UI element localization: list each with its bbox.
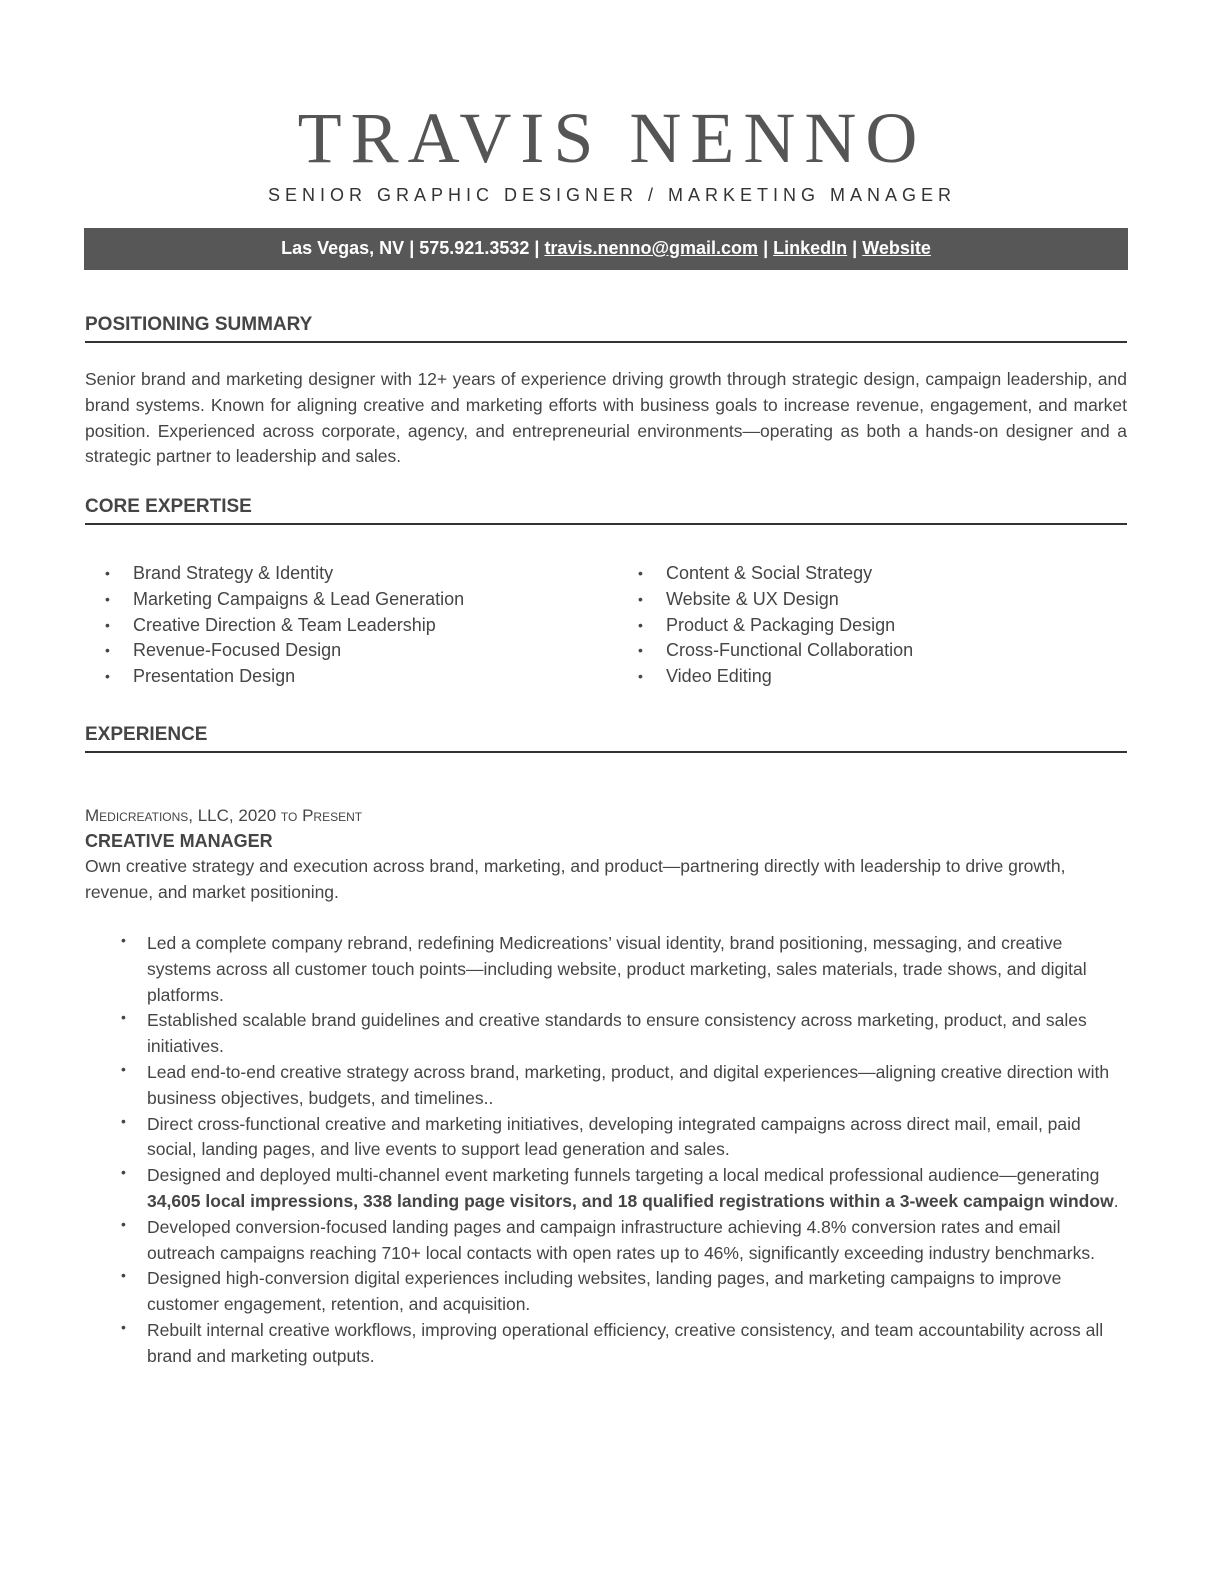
funnel-end: . <box>1113 1190 1119 1211</box>
contact-separator: | <box>763 238 769 258</box>
expertise-heading: CORE EXPERTISE <box>85 495 1127 525</box>
job-bullet: • Direct cross-functional creative and marketing initiatives, developing integrated campaigns across direct mail, email, paid social, landing pages, and live events to support lead generation and sales. <box>85 1112 1127 1164</box>
contact-separator: | <box>409 238 415 258</box>
job-bullet: • Designed high-conversion digital experiences including websites, landing pages, and marketing campaigns to improve customer engagement, retention, and acquisition. <box>85 1266 1127 1318</box>
expertise-item: • Revenue-Focused Design <box>85 638 464 664</box>
expertise-item: • Website & UX Design <box>618 587 913 613</box>
email-link[interactable]: travis.nenno@gmail.com <box>544 238 759 258</box>
expertise-item: • Marketing Campaigns & Lead Generation <box>85 587 464 613</box>
linkedin-link[interactable]: LinkedIn <box>773 238 848 258</box>
expertise-item: • Presentation Design <box>85 664 464 690</box>
summary-text: Senior brand and marketing designer with 12+ years of experience driving growth through strategic design, campaign leadership, and brand systems. Known for aligning creative and marketing efforts with business goals to increase revenue, engagement, and market position. Experienced across corporate, agency, and entrepreneurial environments—operating as both a hands-on designer and a strategic partner to leadership and sales. <box>85 369 1127 467</box>
contact-location: Las Vegas, NV <box>281 238 405 258</box>
job-bullet: • Lead end-to-end creative strategy across brand, marketing, product, and digital experiences—aligning creative direction with business objectives, budgets, and timelines.. <box>85 1060 1127 1112</box>
expertise-item: • Product & Packaging Design <box>618 613 913 639</box>
job-bullet: • Established scalable brand guidelines and creative standards to ensure consistency across marketing, product, and sales initiatives. <box>85 1008 1127 1060</box>
job-role: CREATIVE MANAGER <box>85 831 273 851</box>
contact-separator: | <box>534 238 540 258</box>
expertise-item: • Cross-Functional Collaboration <box>618 638 913 664</box>
website-link[interactable]: Website <box>862 238 931 258</box>
contact-bar <box>84 228 1128 270</box>
experience-heading: EXPERIENCE <box>85 723 1127 753</box>
expertise-item: • Creative Direction & Team Leadership <box>85 613 464 639</box>
job-summary: Own creative strategy and execution across brand, marketing, and product—partnering directly with leadership to drive growth, revenue, and market positioning. <box>85 856 1066 902</box>
candidate-name: TRAVIS NENNO <box>297 98 927 178</box>
expertise-item: • Content & Social Strategy <box>618 561 913 587</box>
job-bullet: • Led a complete company rebrand, redefining Medicreations’ visual identity, brand positioning, messaging, and creative systems across all customer touch points—including website, product marketing, sales materials, trade shows, and digital platforms. <box>85 931 1127 1008</box>
job-bullet: • Rebuilt internal creative workflows, improving operational efficiency, creative consistency, and team accountability across all brand and marketing outputs. <box>85 1318 1127 1370</box>
job-bullets <box>85 931 1127 1370</box>
expertise-item: • Brand Strategy & Identity <box>85 561 464 587</box>
expertise-left-list <box>85 561 464 690</box>
job-bullet-funnel <box>85 1163 1127 1215</box>
job-company-dates: Medicreations, LLC, 2020 to Present <box>85 806 363 825</box>
candidate-title: SENIOR GRAPHIC DESIGNER / MARKETING MANAGER <box>267 185 957 205</box>
expertise-right-list <box>618 561 913 690</box>
contact-phone: 575.921.3532 <box>419 238 530 258</box>
contact-separator: | <box>852 238 858 258</box>
funnel-metrics: 34,605 local impressions, 338 landing page visitors, and 18 qualified registrations within a 3-week campaign window <box>147 1190 1114 1211</box>
job-bullet: • Developed conversion-focused landing pages and campaign infrastructure achieving 4.8% conversion rates and email outreach campaigns reaching 710+ local contacts with open rates up to 46%, significantly exceeding industry benchmarks. <box>85 1215 1127 1267</box>
summary-heading: POSITIONING SUMMARY <box>85 313 1127 343</box>
expertise-item: • Video Editing <box>618 664 913 690</box>
funnel-text: Designed and deployed multi-channel event marketing funnels targeting a local medical professional audience—generating <box>147 1165 1100 1186</box>
